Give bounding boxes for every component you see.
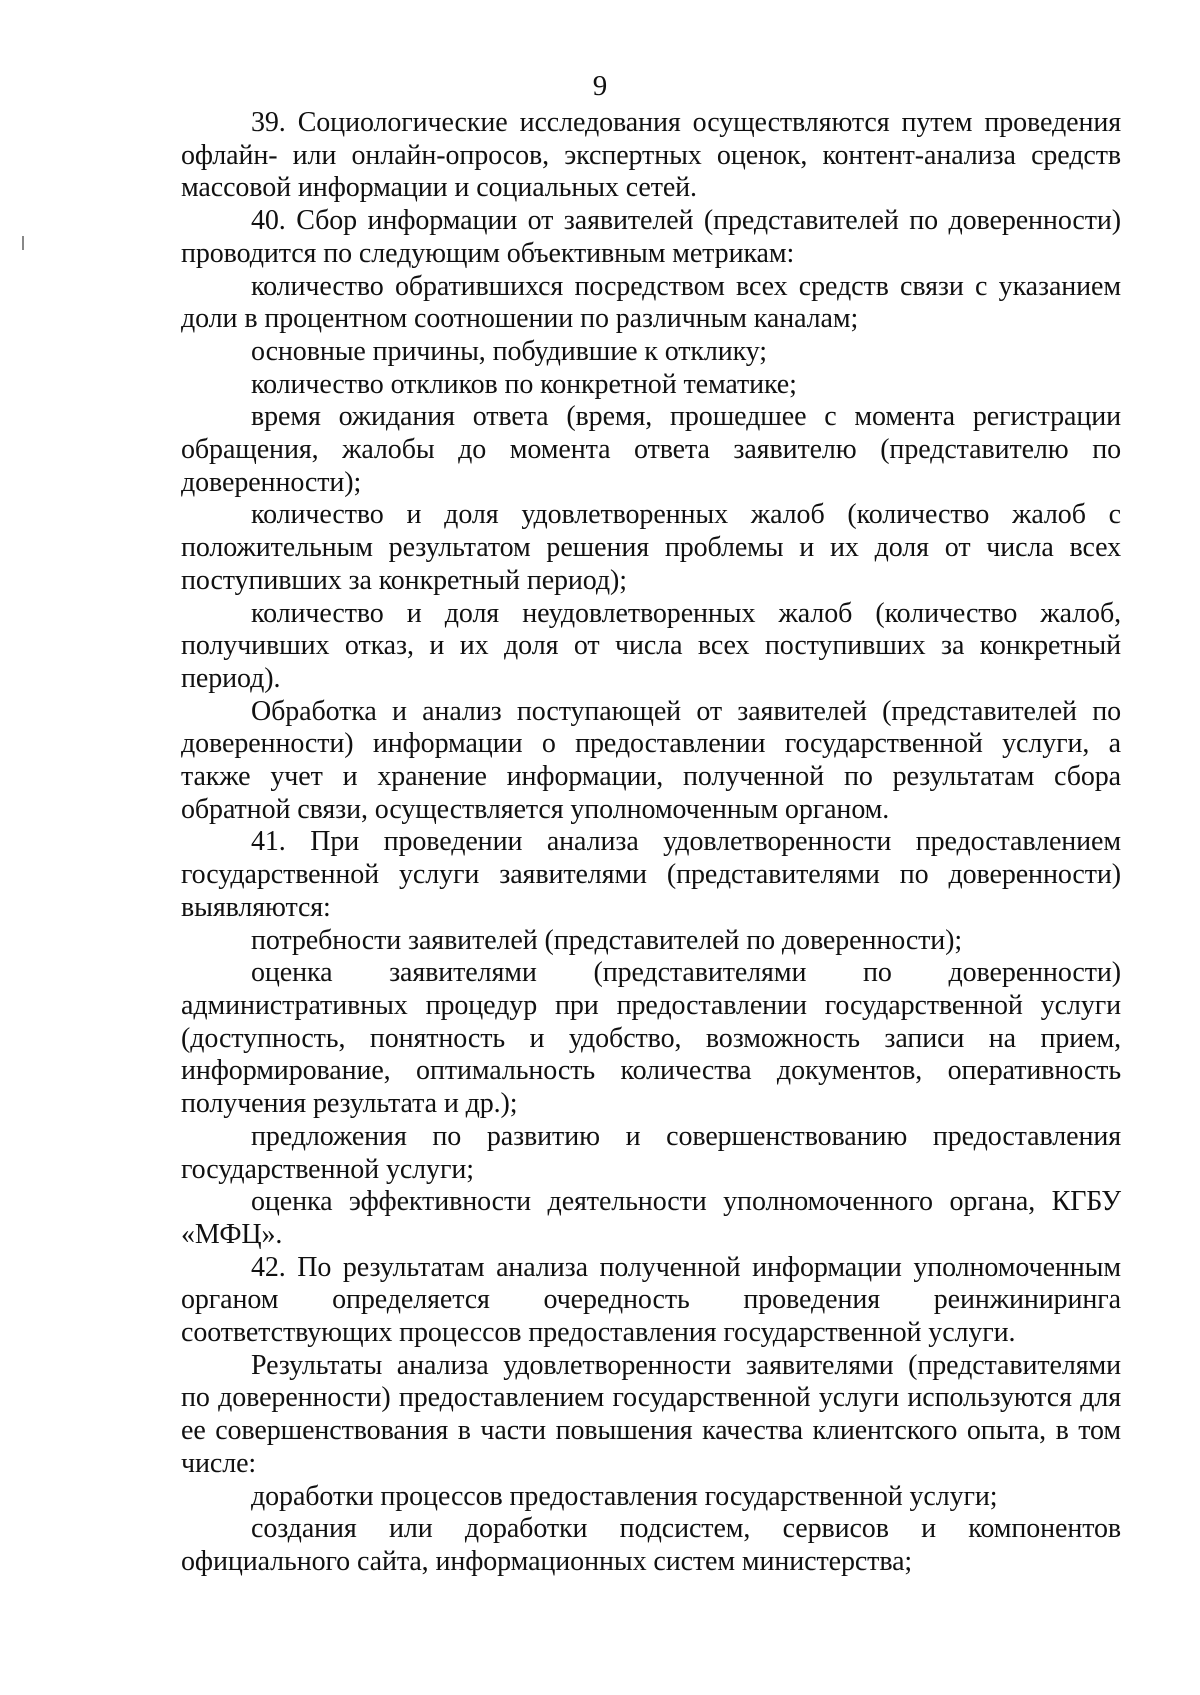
metric-satisfied-complaints: количество и доля удовлетворенных жалоб (количество жалоб с положительным результатом решения проблемы и их доля от числа всех поступивших за конкретный период);: [181, 499, 1121, 596]
metric-applicants-count: количество обратившихся посредством всех средств связи с указанием доли в процентном соотношении по различным каналам;: [181, 270, 1121, 335]
document-body: [181, 107, 1121, 1579]
metric-responses-by-topic: количество откликов по конкретной тематике;: [251, 368, 797, 400]
item-process-improvement: доработки процессов предоставления государственной услуги;: [251, 1480, 998, 1512]
paragraph-42-reengineering: 42. По результатам анализа полученной информации уполномоченным органом определяется очередность проведения реинжиниринга соответствующих процессов предоставления государственной услуги.: [181, 1251, 1121, 1349]
metric-main-reasons: основные причины, побудившие к отклику;: [251, 335, 767, 367]
item-efficiency-assessment: оценка эффективности деятельности уполномоченного органа, КГБУ «МФЦ».: [181, 1186, 1121, 1250]
paragraph-41-satisfaction-analysis: 41. При проведении анализа удовлетворенности предоставлением государственной услуги заявителями (представителями по доверенности) выявляются:: [181, 826, 1121, 923]
metric-unsatisfied-complaints: количество и доля неудовлетворенных жалоб (количество жалоб, получивших отказ, и их доля от числа всех поступивших за конкретный период).: [181, 597, 1121, 694]
item-subsystems-development: создания или доработки подсистем, сервисов и компонентов официального сайта, информационных систем министерства;: [181, 1513, 1121, 1577]
metric-waiting-time: время ожидания ответа (время, прошедшее с момента регистрации обращения, жалобы до момента ответа заявителю (представителю по доверенности);: [181, 401, 1121, 498]
page-number: 9: [592, 70, 608, 102]
scan-artifact-mark: [22, 236, 24, 250]
item-applicant-needs: потребности заявителей (представителей по доверенности);: [251, 924, 963, 956]
paragraph-processing-and-analysis: Обработка и анализ поступающей от заявителей (представителей по доверенности) информации о предоставлении государственной услуги, а также учет и хранение информации, полученной по результатам сбора обратной связи, осуществляется уполномоченным органом.: [181, 695, 1121, 825]
item-procedures-assessment: оценка заявителями (представителями по доверенности) административных процедур при предоставлении государственной услуги (доступность, понятность и удобство, возможность записи на прием, информирование, оптимальность количества документов, оперативность получения результата и др.);: [181, 957, 1121, 1120]
paragraph-analysis-results-usage: Результаты анализа удовлетворенности заявителями (представителями по доверенности) предоставлением государственной услуги используются для ее совершенствования в части повышения качества клиентского опыта, в том числе:: [181, 1349, 1121, 1479]
paragraph-39-sociological-research: 39. Социологические исследования осуществляются путем проведения офлайн- или онлайн-опросов, экспертных оценок, контент-анализа средств массовой информации и социальных сетей.: [181, 107, 1121, 204]
paragraph-40-information-collection: 40. Сбор информации от заявителей (представителей по доверенности) проводится по следующим объективным метрикам:: [181, 205, 1121, 269]
item-improvement-proposals: предложения по развитию и совершенствованию предоставления государственной услуги;: [181, 1120, 1121, 1185]
